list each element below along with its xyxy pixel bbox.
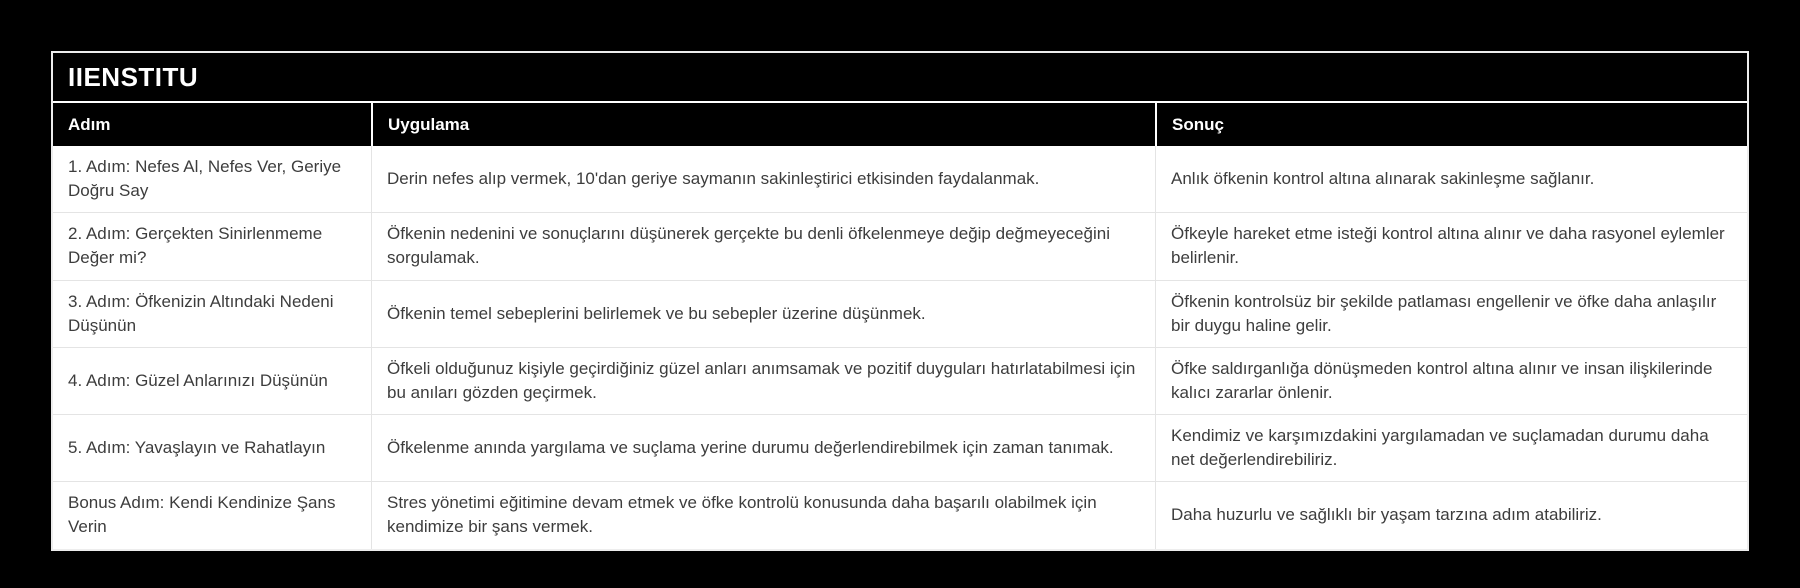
- column-header-adim: Adım: [68, 114, 111, 134]
- table-row: [53, 280, 1747, 347]
- cell-sonuc: Öfkenin kontrolsüz bir şekilde patlaması engellenir ve öfke daha anlaşılır bir duygu haline gelir.: [1155, 281, 1747, 347]
- cell-uygulama: Öfkeli olduğunuz kişiyle geçirdiğiniz güzel anları anımsamak ve pozitif duyguları hatırlatabilmesi için bu anıları gözden geçirmek.: [371, 348, 1155, 414]
- table-row: [53, 481, 1747, 548]
- table-row: [53, 347, 1747, 414]
- cell-adim: 1. Adım: Nefes Al, Nefes Ver, Geriye Doğru Say: [68, 157, 342, 201]
- cell-adim: Bonus Adım: Kendi Kendinize Şans Verin: [68, 493, 336, 537]
- cell-adim: 2. Adım: Gerçekten Sinirlenmeme Değer mi?: [68, 224, 323, 268]
- cell-uygulama: Derin nefes alıp vermek, 10'dan geriye saymanın sakinleştirici etkisinden faydalanmak.: [371, 146, 1155, 212]
- cell-adim: 3. Adım: Öfkenizin Altındaki Nedeni Düşünün: [68, 291, 334, 335]
- steps-table-card: [51, 51, 1749, 551]
- table-row: [53, 146, 1747, 212]
- cell-uygulama: Öfkenin nedenini ve sonuçlarını düşünerek gerçekte bu denli öfkelenmeye değip değmeyeceğini sorgulamak.: [371, 213, 1155, 279]
- cell-sonuc: Anlık öfkenin kontrol altına alınarak sakinleşme sağlanır.: [1155, 146, 1747, 212]
- table-body: [53, 146, 1747, 549]
- cell-adim: 4. Adım: Güzel Anlarınızı Düşünün: [68, 370, 328, 390]
- cell-sonuc: Öfkeyle hareket etme isteği kontrol altına alınır ve daha rasyonel eylemler belirlenir.: [1155, 213, 1747, 279]
- brand-title: IIENSTITU: [53, 53, 1747, 103]
- cell-uygulama: Stres yönetimi eğitimine devam etmek ve öfke kontrolü konusunda daha başarılı olabilmek için kendimize bir şans vermek.: [371, 482, 1155, 548]
- cell-uygulama: Öfkenin temel sebeplerini belirlemek ve bu sebepler üzerine düşünmek.: [371, 281, 1155, 347]
- cell-sonuc: Daha huzurlu ve sağlıklı bir yaşam tarzına adım atabiliriz.: [1155, 482, 1747, 548]
- cell-uygulama: Öfkelenme anında yargılama ve suçlama yerine durumu değerlendirebilmek için zaman tanımak.: [371, 415, 1155, 481]
- table-row: [53, 414, 1747, 481]
- column-header-uygulama: Uygulama: [371, 103, 1155, 146]
- cell-sonuc: Öfke saldırganlığa dönüşmeden kontrol altına alınır ve insan ilişkilerinde kalıcı zararlar önlenir.: [1155, 348, 1747, 414]
- cell-sonuc: Kendimiz ve karşımızdakini yargılamadan ve suçlamadan durumu daha net değerlendirebiliriz.: [1155, 415, 1747, 481]
- table-header-row: [53, 103, 1747, 146]
- table-row: [53, 212, 1747, 279]
- cell-adim: 5. Adım: Yavaşlayın ve Rahatlayın: [68, 438, 326, 458]
- column-header-sonuc: Sonuç: [1155, 103, 1747, 146]
